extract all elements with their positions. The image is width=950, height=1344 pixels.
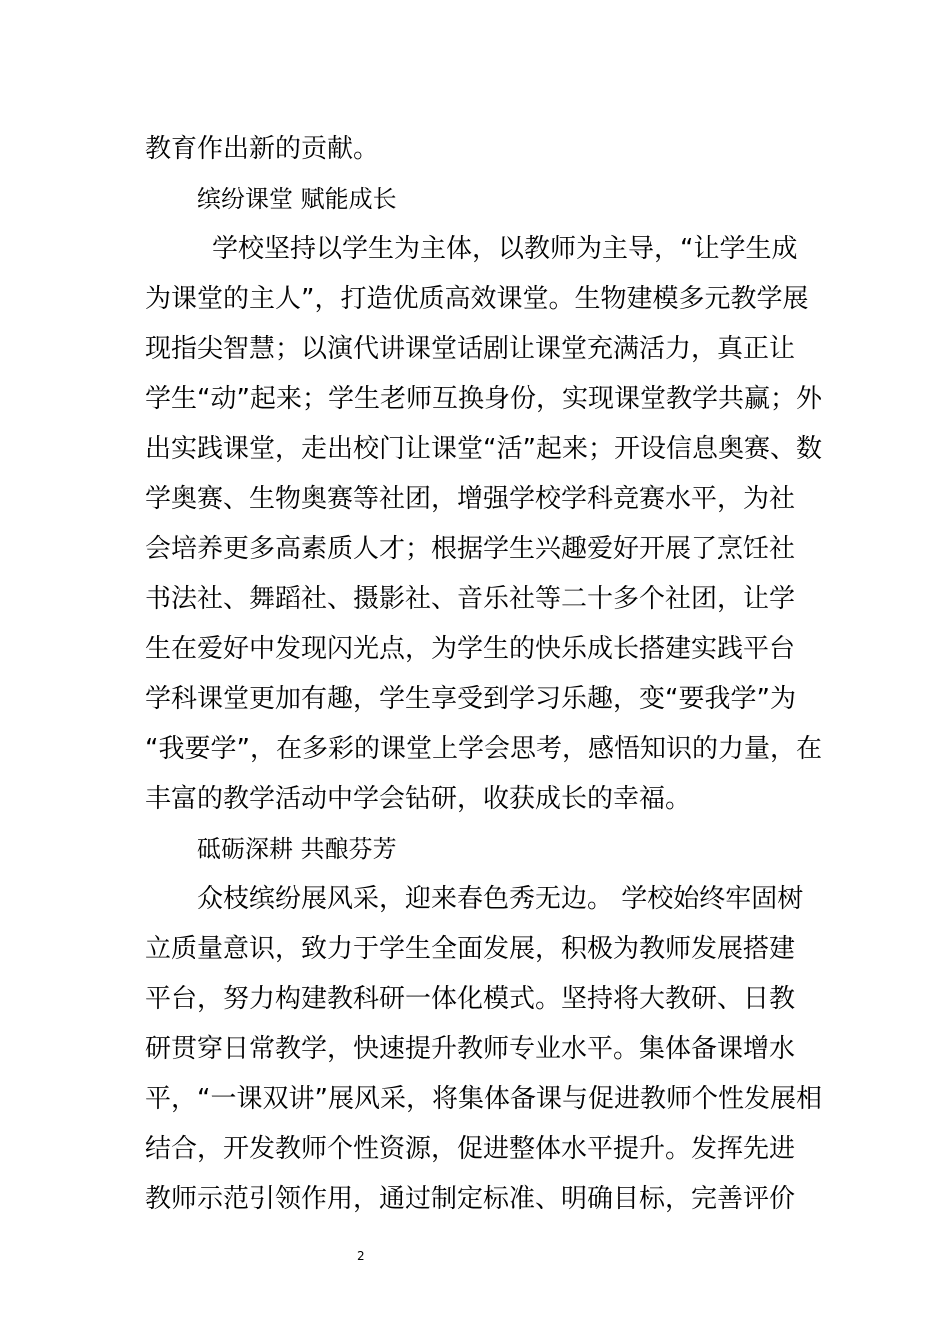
body-text-line: 结合，开发教师个性资源，促进整体水平提升。发挥先进 [145, 1134, 796, 1164]
body-text-line: 学生“动”起来；学生老师互换身份，实现课堂教学共赢；外 [145, 384, 822, 414]
body-text-line: 丰富的教学活动中学会钻研，收获成长的幸福。 [145, 784, 692, 814]
body-text-line: 会培养更多高素质人才；根据学生兴趣爱好开展了烹饪社 [145, 534, 796, 564]
body-text-line: 众枝缤纷展风采，迎来春色秀无边。 学校始终牢固树 [197, 884, 804, 914]
section-heading: 缤纷课堂 赋能成长 [197, 185, 397, 213]
body-text-line: 立质量意识，致力于学生全面发展，积极为教师发展搭建 [145, 934, 796, 964]
body-text-line: 学奥赛、生物奥赛等社团，增强学校学科竞赛水平，为社 [145, 484, 796, 514]
section-heading: 砥砺深耕 共酿芬芳 [197, 835, 397, 863]
body-text-line: 平台，努力构建教科研一体化模式。坚持将大教研、日教 [145, 984, 796, 1014]
page-number: 2 [357, 1249, 365, 1263]
body-text-line: 为课堂的主人”，打造优质高效课堂。生物建模多元教学展 [145, 284, 809, 314]
body-text-line: “我要学”，在多彩的课堂上学会思考，感悟知识的力量，在 [145, 734, 822, 764]
body-text-line: 现指尖智慧；以演代讲课堂话剧让课堂充满活力，真正让 [145, 334, 796, 364]
body-text-line: 教师示范引领作用，通过制定标准、明确目标，完善评价 [145, 1184, 796, 1214]
body-text-line: 教育作出新的贡献。 [145, 134, 380, 164]
body-text-line: 学校坚持以学生为主体，以教师为主导，“让学生成 [212, 234, 798, 264]
body-text-line: 研贯穿日常教学，快速提升教师专业水平。集体备课增水 [145, 1034, 796, 1064]
body-text-line: 出实践课堂，走出校门让课堂“活”起来；开设信息奥赛、数 [145, 434, 822, 464]
body-text-line: 平，“一课双讲”展风采，将集体备课与促进教师个性发展相 [145, 1084, 822, 1114]
body-text-line: 学科课堂更加有趣，学生享受到学习乐趣，变“要我学”为 [145, 684, 796, 714]
body-text-line: 书法社、舞蹈社、摄影社、音乐社等二十多个社团，让学 [145, 584, 796, 614]
body-text-line: 生在爱好中发现闪光点，为学生的快乐成长搭建实践平台 [145, 634, 796, 664]
